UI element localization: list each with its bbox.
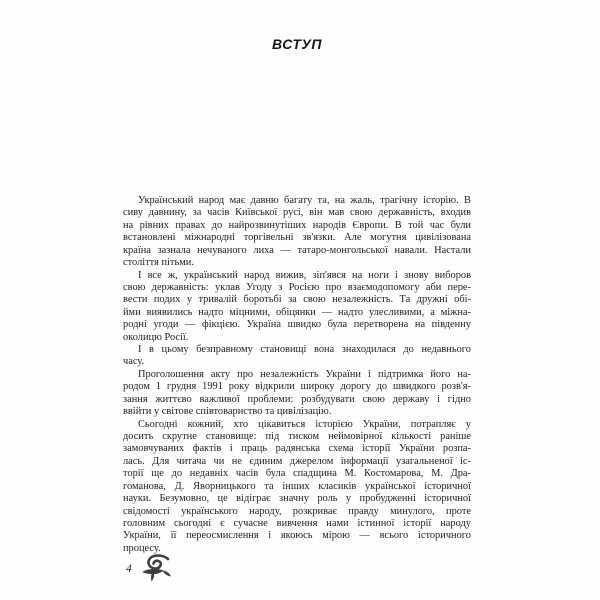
- text-line: торії ще до недавніх часів була спадщина М. Костомарова, М. Дра-: [123, 468, 471, 480]
- text-line: родом 1 грудня 1991 року відкрили широку дорогу до швидкого розв'я-: [123, 381, 471, 393]
- text-line: свою державність: уклав Угоду з Росією про взаємодопомогу аби пере-: [123, 281, 471, 293]
- text-line: України, її переосмислення і якоюсь мірою — всього історичного: [123, 530, 471, 542]
- text-line: Український народ має давню багату та, на жаль, трагічну історію. В: [138, 195, 471, 206]
- text-line: замовчуваних фактів і праць радянська схема історії України розпа-: [123, 443, 471, 455]
- text-line: лась. Для читача чи не єдиним джерелом інформації узагальненої іс-: [123, 455, 471, 467]
- page-number: 4: [126, 563, 132, 575]
- text-line: родні угоди — фікцією. Україна швидко була перетворена на південну: [123, 319, 471, 331]
- page-footer: [126, 552, 173, 583]
- text-line: свідомості українського народу, розкриває правду минулого, проте: [123, 505, 471, 517]
- text-line: досить скрутне становище: під тиском неймовірної кількості раніше: [123, 431, 471, 443]
- text-line: науки. Безумовно, це відіграє значну роль у пробудженні історичної: [123, 493, 471, 505]
- text-line: на рівних правах до найрозвинутіших народів Європи. В той час були: [123, 219, 471, 231]
- fleuron-ornament-icon: [139, 552, 173, 583]
- chapter-title: ВСТУП: [272, 36, 322, 52]
- text-line: сиву давнину, за часів Київської русі, він мав свою державність, входив: [123, 207, 471, 219]
- text-line: процесу.: [123, 542, 161, 554]
- paragraph: [123, 419, 471, 556]
- text-line: вести подих у тривалій боротьбі за свою незалежність. Та дружні обі-: [123, 294, 471, 306]
- text-line: століття пітьми.: [123, 257, 194, 269]
- text-line: І в цьому безправному становищі вона знаходилася до недавнього: [138, 344, 471, 356]
- text-line: країна зазнала нечуваного лиха — татаро-монгольської навали. Настали: [123, 244, 471, 256]
- text-line: Проголошення акту про незалежність України і підтримка його на-: [138, 368, 471, 380]
- paragraph: [123, 270, 471, 345]
- text-line: гоманова, Д. Яворницького та інших класиків української історичної: [123, 480, 471, 492]
- text-line: Сьогодні кожний, хто цікавиться історією України, потрапляє у: [138, 418, 471, 430]
- text-line: головним сьогодні є сучасне вивчення нами істинної історії народу: [123, 517, 471, 529]
- text-line: йми виявились надто міцними, обіцянки — надто улесливими, а міжна-: [123, 306, 471, 318]
- paragraph: [123, 344, 471, 369]
- paragraph: [123, 195, 471, 270]
- paragraph: [123, 369, 471, 419]
- text-line: зання життєво важливої проблеми: розбудувати свою державу і гідно: [123, 393, 471, 405]
- text-line: часу.: [123, 356, 145, 368]
- text-line: ввійти у світове співтовариство та цивілізацію.: [123, 406, 332, 418]
- text-line: І все ж, український народ вижив, зіп'явся на ноги і знову виборов: [138, 269, 471, 281]
- body-text: [123, 195, 471, 555]
- text-line: встановлені міжнародні торгівельні зв'язки. Але могутня цивілізована: [123, 232, 471, 244]
- text-line: околицю Росії.: [123, 331, 189, 343]
